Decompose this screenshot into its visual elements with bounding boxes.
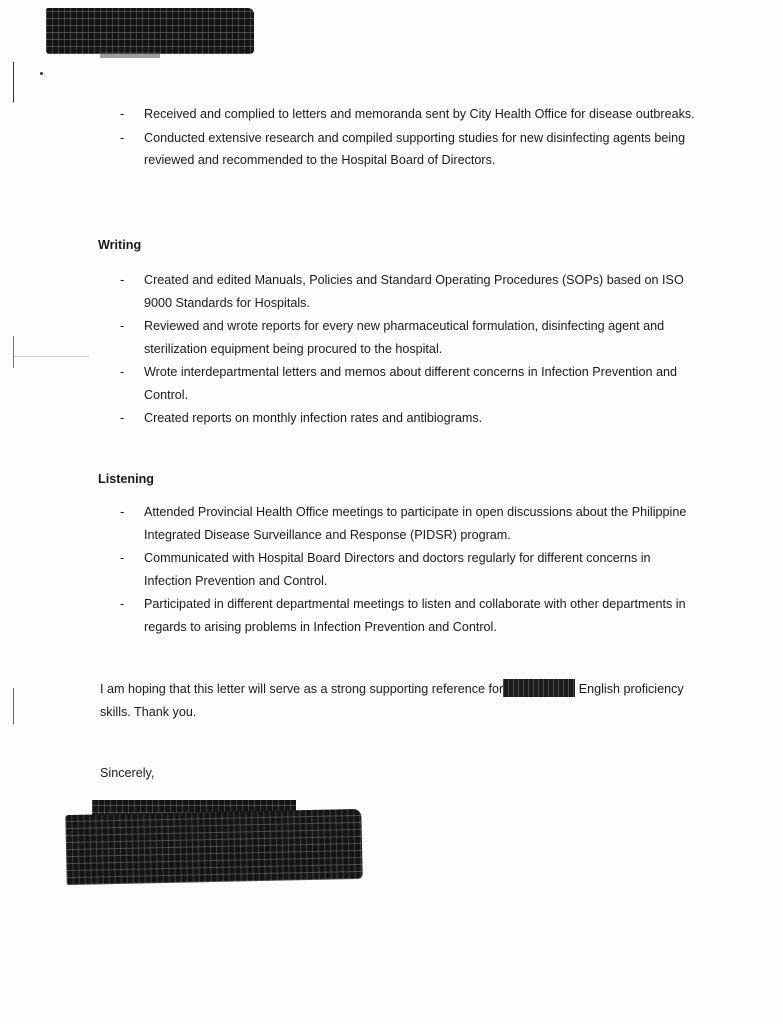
redacted-signature-block (65, 809, 362, 885)
list-item: - Created reports on monthly infection rates and antibiograms. (120, 407, 700, 430)
list-item: - Reviewed and wrote reports for every new pharmaceutical formulation, disinfecting agent and sterilization equipment being procured to the hospital. (120, 315, 700, 360)
scan-margin-mark (13, 336, 14, 368)
closing-text-end: English proficiency skills. Thank you. (100, 682, 684, 719)
list-item: - Wrote interdepartmental letters and memos about different concerns in Infection Prevention and Control. (120, 361, 700, 406)
redacted-letterhead (46, 8, 254, 54)
dash-bullet-icon: - (120, 319, 125, 333)
dash-bullet-icon: - (120, 597, 125, 611)
scan-smudge-line (14, 356, 89, 357)
section-heading-listening: Listening (98, 472, 154, 486)
dash-bullet-icon: - (120, 130, 125, 145)
redacted-name-inline (503, 679, 575, 697)
dash-bullet-icon: - (120, 365, 125, 379)
list-item: - Created and edited Manuals, Policies and Standard Operating Procedures (SOPs) based on ISO 9000 Standards for Hospitals. (120, 269, 700, 314)
listening-bullet-list (120, 501, 700, 639)
closing-text-start: I am hoping that this letter will serve as a strong supporting reference for (100, 682, 504, 696)
signoff: Sincerely, (100, 766, 155, 780)
list-item: - Communicated with Hospital Board Directors and doctors regularly for different concerns in Infection Prevention and Control. (120, 547, 700, 592)
dash-bullet-icon: - (120, 107, 125, 121)
redacted-letterhead-fragment (100, 52, 160, 58)
writing-bullet-list (120, 269, 700, 431)
closing-paragraph (100, 678, 700, 723)
scan-margin-mark (13, 62, 14, 102)
dash-bullet-icon: - (120, 551, 125, 565)
list-item: - Participated in different departmental meetings to listen and collaborate with other departments in regards to arising problems in Infection Prevention and Control. (120, 593, 700, 638)
list-item: - Conducted extensive research and compiled supporting studies for new disinfecting agents being reviewed and recommended to the Hospital Board of Directors. (120, 127, 700, 172)
continued-bullet-list (120, 103, 700, 173)
list-item: - Received and complied to letters and memoranda sent by City Health Office for disease outbreaks. (120, 103, 700, 126)
dash-bullet-icon: - (120, 411, 125, 425)
scan-margin-mark (13, 688, 14, 724)
list-item: - Attended Provincial Health Office meetings to participate in open discussions about the Philippine Integrated Disease Surveillance and Response (PIDSR) program. (120, 501, 700, 546)
section-heading-writing: Writing (98, 238, 142, 252)
scan-speck (40, 72, 43, 75)
dash-bullet-icon: - (120, 505, 125, 519)
dash-bullet-icon: - (120, 273, 125, 287)
